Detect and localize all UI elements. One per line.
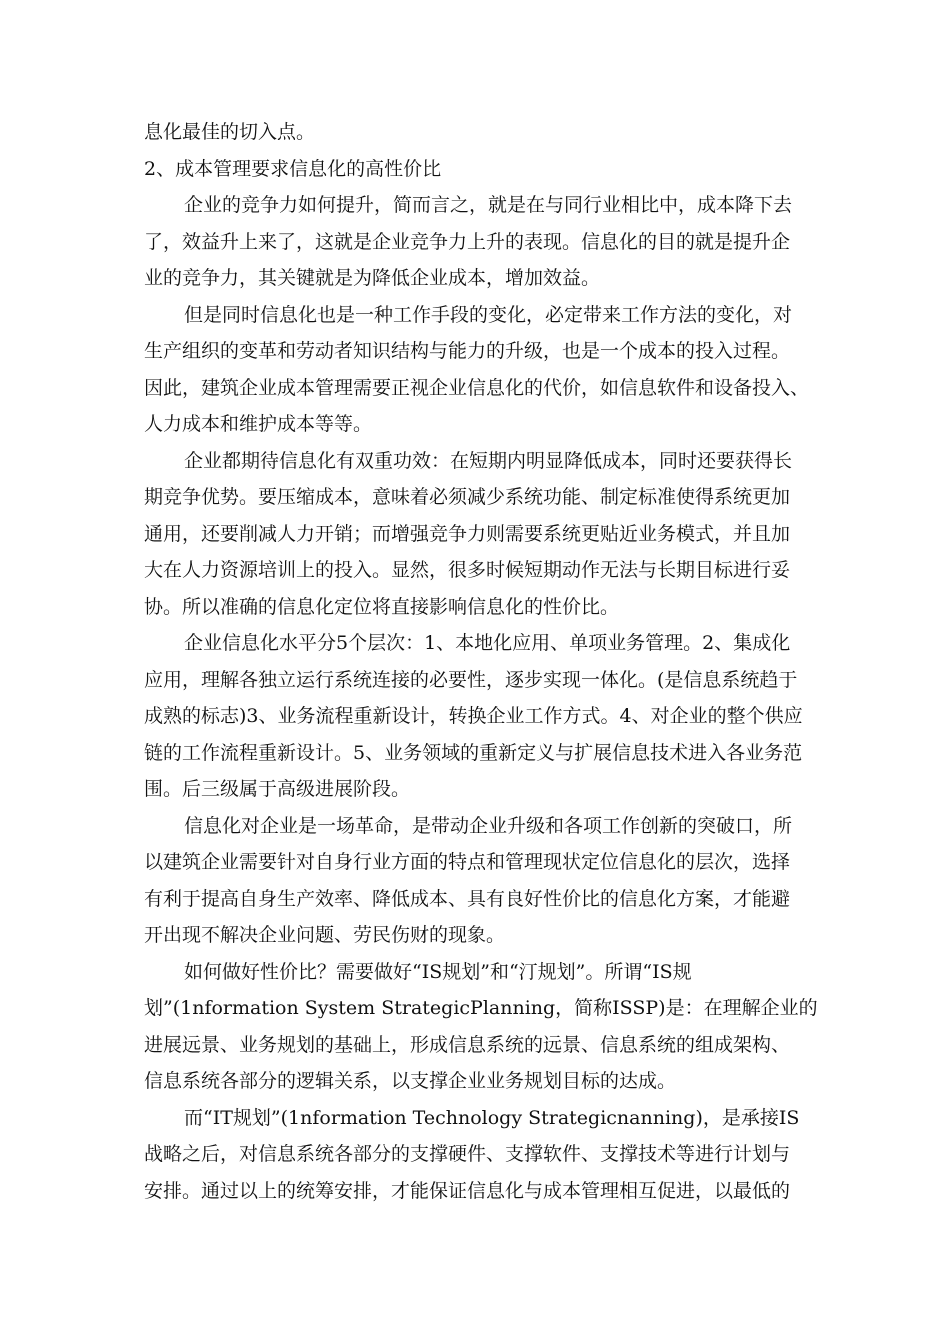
text-line: 人力成本和维护成本等等。: [144, 413, 373, 435]
text-line: 因此，建筑企业成本管理需要正视企业信息化的代价，如信息软件和设备投入、: [144, 376, 810, 399]
text-line: 成熟的标志)3、业务流程重新设计，转换企业工作方式。4、对企业的整个供应: [144, 705, 803, 727]
text-line: 期竞争优势。要压缩成本，意味着必须减少系统功能、制定标准使得系统更加: [144, 486, 791, 508]
text-line: 企业的竞争力如何提升，简而言之，就是在与同行业相比中，成本降下去: [184, 194, 793, 216]
text-line: 企业信息化水平分5个层次：1、本地化应用、单项业务管理。2、集成化: [184, 632, 791, 654]
text-line: 而“IT规划”(1nformation Technology Strategicnanning)，是承接IS: [184, 1106, 800, 1129]
text-line: 信息化对企业是一场革命，是带动企业升级和各项工作创新的突破口，所: [184, 814, 793, 837]
text-line: 链的工作流程重新设计。5、业务领域的重新定义与扩展信息技术进入各业务范: [144, 741, 803, 764]
text-line: 协。所以准确的信息化定位将直接影响信息化的性价比。: [144, 595, 620, 618]
text-line: 企业都期待信息化有双重功效：在短期内明显降低成本，同时还要获得长: [184, 449, 793, 472]
text-line: 如何做好性价比？需要做好“IS规划”和“汀规划”。所谓“IS规: [184, 960, 692, 983]
body-text: [144, 114, 824, 1209]
text-line: 但是同时信息化也是一种工作手段的变化，必定带来工作方法的变化，对: [184, 303, 793, 326]
text-line: 了，效益升上来了，这就是企业竞争力上升的表现。信息化的目的就是提升企: [144, 230, 791, 253]
text-line: 围。后三级属于高级进展阶段。: [144, 778, 411, 800]
text-line: 信息系统各部分的逻辑关系，以支撑企业业务规划目标的达成。: [144, 1070, 677, 1092]
text-line: 通用，还要削减人力开销；而增强竞争力则需要系统更贴近业务模式，并且加: [144, 522, 791, 545]
text-line: 息化最佳的切入点。: [144, 121, 316, 143]
text-line: 安排。通过以上的统筹安排，才能保证信息化与成本管理相互促进，以最低的: [144, 1179, 791, 1202]
text-line: 业的竞争力，其关键就是为降低企业成本，增加效益。: [144, 267, 601, 289]
text-line: 开出现不解决企业问题、劳民伤财的现象。: [144, 924, 506, 946]
text-line: 有利于提高自身生产效率、降低成本、具有良好性价比的信息化方案，才能避: [144, 887, 791, 910]
text-line: 划”(1nformation System StrategicPlanning，简称ISSP)是：在理解企业的: [144, 997, 818, 1019]
text-line: 应用，理解各独立运行系统连接的必要性，逐步实现一体化。(是信息系统趋于: [144, 668, 798, 691]
text-line: 战略之后，对信息系统各部分的支撑硬件、支撑软件、支撑技术等进行计划与: [144, 1143, 791, 1165]
text-line: 生产组织的变革和劳动者知识结构与能力的升级，也是一个成本的投入过程。: [144, 340, 791, 362]
text-line: 进展远景、业务规划的基础上，形成信息系统的远景、信息系统的组成架构、: [144, 1033, 791, 1056]
section-heading: 2、成本管理要求信息化的高性价比: [144, 157, 442, 180]
text-line: 大在人力资源培训上的投入。显然，很多时候短期动作无法与长期目标进行妥: [144, 559, 791, 581]
text-line: 以建筑企业需要针对自身行业方面的特点和管理现状定位信息化的层次，选择: [144, 851, 791, 873]
